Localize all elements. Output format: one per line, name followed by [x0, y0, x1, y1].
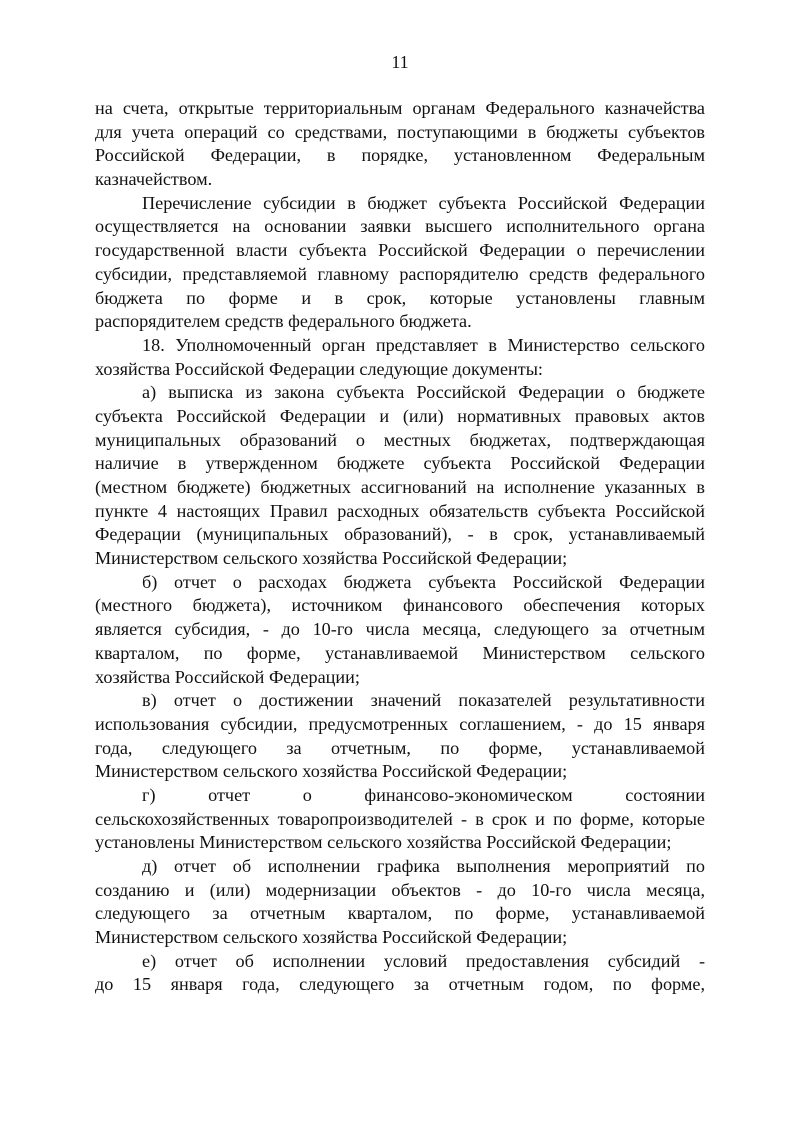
text-line: субсидии, представляемой главному распорядителю средств федерального	[95, 263, 705, 284]
text-line: на счета, открытые территориальным органам Федерального казначейства	[95, 98, 705, 118]
paragraph-item-18	[95, 334, 705, 381]
text-line: года, следующего за отчетным, по форме, устанавливаемой	[95, 737, 705, 758]
text-line: Министерством сельского хозяйства Российской Федерации;	[95, 548, 568, 569]
text-line: установлены Министерством сельского хозяйства Российской Федерации;	[95, 832, 672, 853]
text-line: Российской Федерации, в порядке, установленном Федеральным	[95, 145, 705, 166]
paragraph-sub-g	[95, 784, 705, 855]
text-line: следующего за отчетным кварталом, по форме, устанавливаемой	[95, 903, 705, 924]
text-line: муниципальных образований о местных бюджетах, подтверждающая	[95, 429, 705, 450]
text-line: г) отчет о финансово-экономическом состоянии	[142, 784, 705, 805]
text-line: (местного бюджета), источником финансового обеспечения которых	[95, 595, 705, 616]
text-line: до 15 января года, следующего за отчетным годом, по форме,	[95, 974, 705, 995]
paragraph-sub-a	[95, 381, 705, 571]
text-line: 18. Уполномоченный орган представляет в Министерство сельского	[142, 334, 705, 355]
document-body	[95, 97, 705, 997]
text-line: является субсидия, - до 10-го числа месяца, следующего за отчетным	[95, 619, 705, 640]
text-line: сельскохозяйственных товаропроизводителей - в срок и по форме, которые	[95, 808, 705, 829]
paragraph-sub-e	[95, 950, 705, 997]
text-line: е) отчет об исполнении условий предоставления субсидий -	[142, 950, 705, 971]
text-line: хозяйства Российской Федерации следующие документы:	[95, 358, 543, 379]
text-line: наличие в утвержденном бюджете субъекта Российской Федерации	[95, 453, 705, 474]
text-line: пункте 4 настоящих Правил расходных обязательств субъекта Российской	[95, 500, 705, 521]
text-line: созданию и (или) модернизации объектов - до 10-го числа месяца,	[95, 879, 705, 900]
paragraph-continuation	[95, 97, 705, 192]
text-line: для учета операций со средствами, поступающими в бюджеты субъектов	[95, 121, 705, 142]
text-line: кварталом, по форме, устанавливаемой Министерством сельского	[95, 642, 705, 663]
paragraph-transfer	[95, 192, 705, 334]
text-line: Министерством сельского хозяйства Российской Федерации;	[95, 927, 568, 948]
text-line: распорядителем средств федерального бюджета.	[95, 311, 472, 332]
text-line: государственной власти субъекта Российской Федерации о перечислении	[95, 240, 705, 261]
text-line: Федерации (муниципальных образований), - в срок, устанавливаемый	[95, 524, 705, 545]
text-line: хозяйства Российской Федерации;	[95, 666, 360, 687]
paragraph-sub-v	[95, 689, 705, 784]
text-line: бюджета по форме и в срок, которые установлены главным	[95, 287, 705, 308]
page-number: 11	[391, 52, 409, 72]
text-line: казначейством.	[95, 169, 213, 190]
text-line: осуществляется на основании заявки высшего исполнительного органа	[95, 216, 705, 237]
paragraph-sub-b	[95, 571, 705, 689]
text-line: (местном бюджете) бюджетных ассигнований на исполнение указанных в	[95, 477, 705, 497]
text-line: в) отчет о достижении значений показателей результативности	[142, 690, 705, 711]
paragraph-sub-d	[95, 855, 705, 950]
text-line: Министерством сельского хозяйства Российской Федерации;	[95, 761, 568, 782]
text-line: а) выписка из закона субъекта Российской Федерации о бюджете	[142, 382, 705, 403]
text-line: д) отчет об исполнении графика выполнения мероприятий по	[142, 856, 705, 876]
text-line: субъекта Российской Федерации и (или) нормативных правовых актов	[95, 405, 705, 426]
text-line: б) отчет о расходах бюджета субъекта Российской Федерации	[142, 571, 705, 592]
text-line: Перечисление субсидии в бюджет субъекта Российской Федерации	[142, 192, 705, 213]
text-line: использования субсидии, предусмотренных соглашением, - до 15 января	[95, 713, 705, 734]
